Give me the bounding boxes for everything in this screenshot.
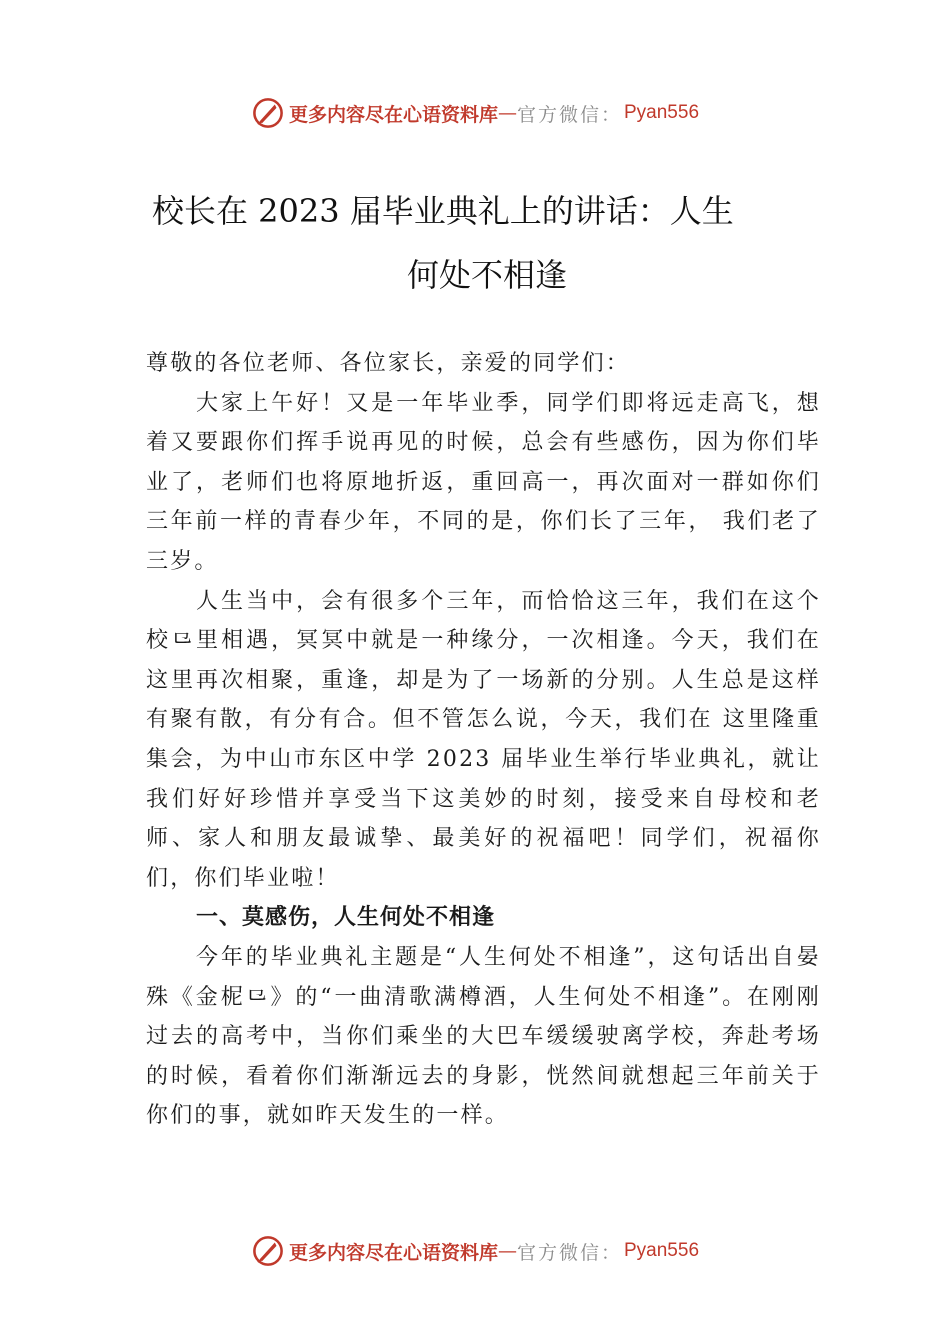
- quill-logo-icon: [251, 96, 285, 130]
- header-watermark: [0, 96, 950, 130]
- paragraph: 大家上午好！又是一年毕业季，同学们即将远走高飞，想着又要跟你们挥手说再见的时候，总会有些感伤，因为你们毕业了，老师们也将原地折返，重回高一，再次面对一群如你们三年前一样的青春少年，不同的是，你们长了三年， 我们老了三岁。: [146, 390, 821, 574]
- watermark-account: Pyan556: [624, 102, 700, 123]
- section-heading: 一、莫感伤，人生何处不相逢: [196, 905, 496, 931]
- paragraph: 今年的毕业典礼主题是“人生何处不相逢”，这句话出自晏殊《金柅⺋》的“一曲清歌满樽酒，人生何处不相逢”。在刚刚过去的高考中，当你们乘坐的大巴车缓缓驶离学校，奔赴考场的时候，看着你们渐渐远去的身影，恍然间就想起三年前关于你们的事，就如昨天发生的一样。: [146, 944, 821, 1129]
- document-body: [146, 344, 821, 1136]
- footer-watermark: [0, 1234, 950, 1268]
- watermark-label: 官方微信：: [516, 103, 622, 126]
- watermark-dash: —: [497, 1240, 517, 1262]
- quill-logo-icon: [251, 1234, 285, 1268]
- salutation: 尊敬的各位老师、各位家长，亲爱的同学们：: [146, 351, 631, 376]
- watermark-brand: 更多内容尽在心语资料库: [288, 103, 498, 126]
- watermark-dash: —: [497, 102, 517, 124]
- watermark-brand: 更多内容尽在心语资料库: [288, 1241, 498, 1264]
- document-title-line-1: 校长在 2023 届毕业典礼上的讲话：人生: [152, 192, 734, 230]
- watermark-account: Pyan556: [624, 1240, 700, 1261]
- watermark-label: 官方微信：: [516, 1241, 622, 1264]
- paragraph: 人生当中，会有很多个三年，而恰恰这三年，我们在这个校⺋里相遇，冥冥中就是一种缘分，一次相逢。今天，我们在这里再次相聚，重逢，却是为了一场新的分别。人生总是这样有聚有散，有分有合。但不管怎么说，今天，我们在 这里隆重集会，为中山市东区中学 2023 届毕业生举行毕业典礼，就让我们好好珍惜并享受当下这美妙的时刻，接受来自母校和老师、家人和朋友最诚挚、最美好的祝福吧！同学们，祝福你们，你们毕业啦！: [146, 588, 821, 891]
- document-title-line-2: 何处不相逢: [407, 256, 568, 294]
